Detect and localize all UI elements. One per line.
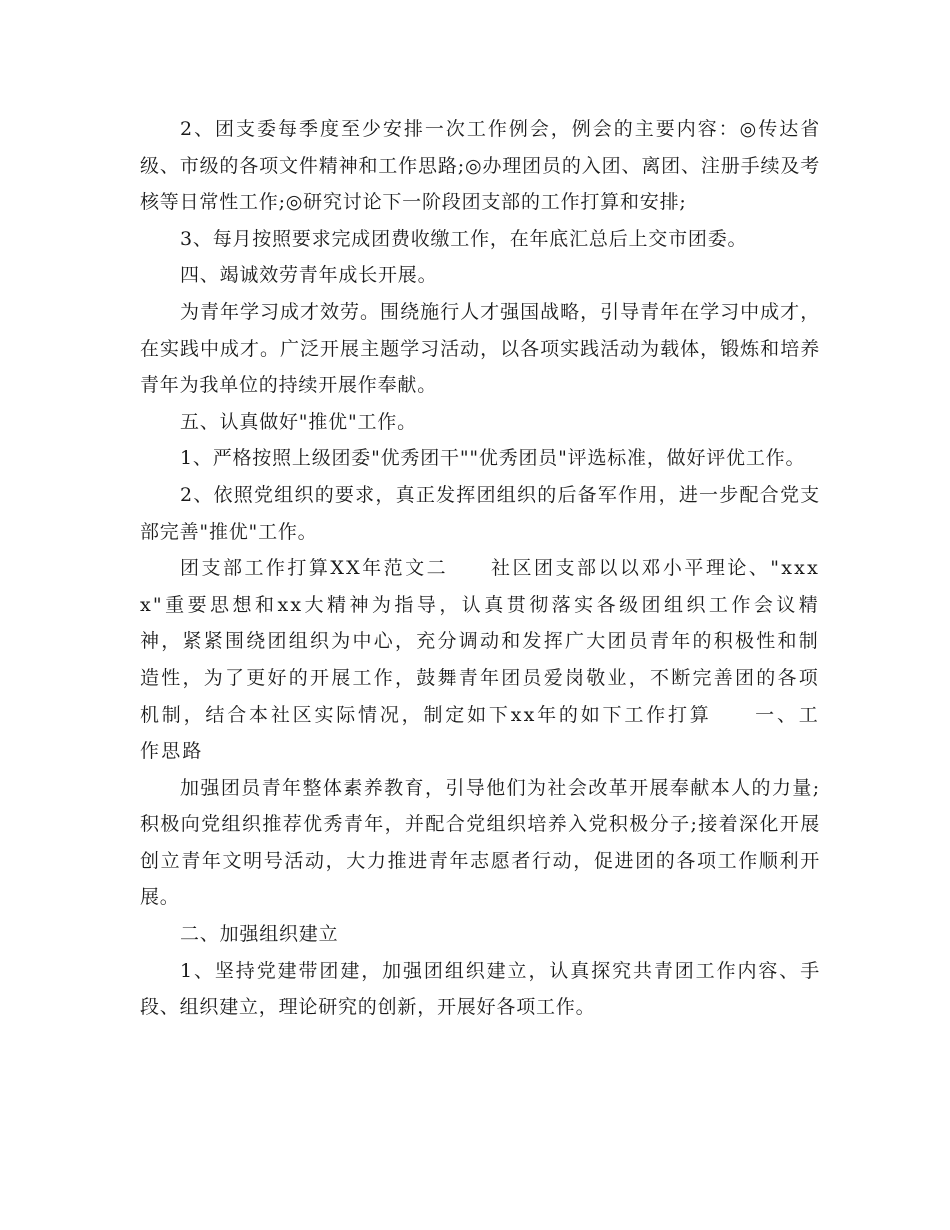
paragraph-sample-two-intro: 团支部工作打算XX年范文二 社区团支部以以邓小平理论、"xxxx"重要思想和xx大精神为指导，认真贯彻落实各级团组织工作会议精神，紧紧围绕团组织为中心，充分调动和发挥广大团员青年的积极性和制造性，为了更好的开展工作，鼓舞青年团员爱岗敬业，不断完善团的各项机制，结合本社区实际情况，制定如下xx年的如下工作打算 一、工作思路: [140, 557, 820, 763]
paragraph-party-building: 1、坚持党建带团建，加强团组织建立，认真探究共青团工作内容、手段、组织建立，理论研究的创新，开展好各项工作。: [140, 959, 820, 1019]
document-page: [140, 111, 820, 1026]
paragraph-selection-standard: 1、严格按照上级团委"优秀团干""优秀团员"评选标准，做好评优工作。: [180, 447, 806, 470]
heading-organization-building: 二、加强组织建立: [180, 923, 339, 946]
paragraph-youth-learning: 为青年学习成才效劳。围绕施行人才强国战略，引导青年在学习中成才，在实践中成才。广泛开展主题学习活动，以各项实践活动为载体，锻炼和培养青年为我单位的持续开展作奉献。: [140, 300, 820, 397]
paragraph-dues-collection: 3、每月按照要求完成团费收缴工作，在年底汇总后上交市团委。: [180, 227, 748, 250]
heading-section-five: 五、认真做好"推优"工作。: [180, 410, 417, 433]
paragraph-work-ideas: 加强团员青年整体素养教育，引导他们为社会改革开展奉献本人的力量;积极向党组织推荐优秀青年，并配合党组织培养入党积极分子;接着深化开展创立青年文明号活动，大力推进青年志愿者行动，促进团的各项工作顺利开展。: [140, 776, 820, 909]
paragraph-meeting-schedule: 2、团支委每季度至少安排一次工作例会，例会的主要内容：◎传达省级、市级的各项文件精神和工作思路;◎办理团员的入团、离团、注册手续及考核等日常性工作;◎研究讨论下一阶段团支部的工作打算和安排;: [140, 118, 820, 214]
paragraph-party-cooperation: 2、依照党组织的要求，真正发挥团组织的后备军作用，进一步配合党支部完善"推优"工作。: [140, 483, 820, 543]
heading-section-four: 四、竭诚效劳青年成长开展。: [180, 264, 438, 287]
